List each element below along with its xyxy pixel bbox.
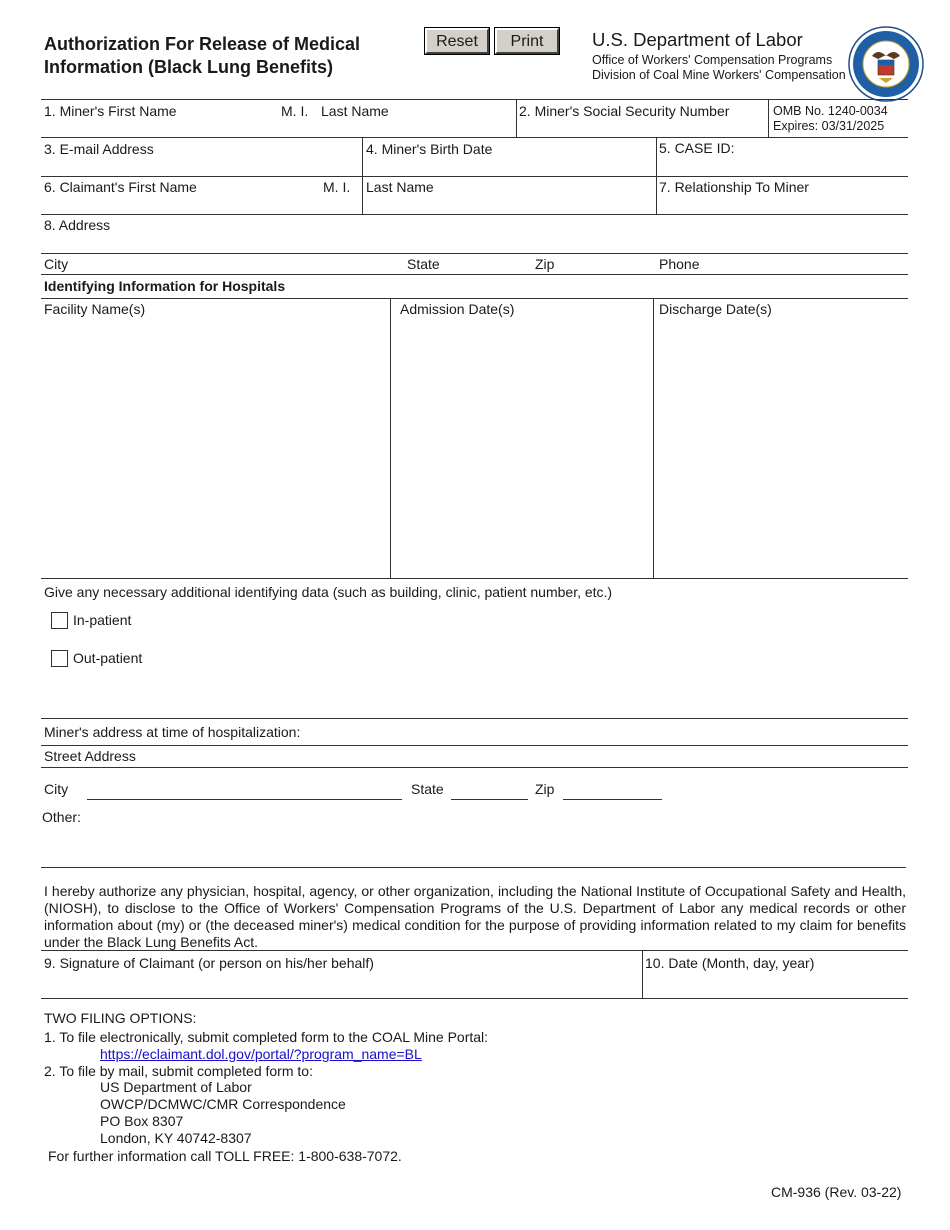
rule bbox=[41, 298, 908, 299]
toll-free-info: For further information call TOLL FREE: 1-800-638-7072. bbox=[48, 1148, 402, 1164]
relationship-label: 7. Relationship To Miner bbox=[659, 179, 809, 195]
mail-address-line2: OWCP/DCMWC/CMR Correspondence bbox=[100, 1096, 346, 1112]
hosp-state-line[interactable] bbox=[451, 799, 528, 800]
other-label: Other: bbox=[42, 809, 81, 825]
hosp-address-title: Miner's address at time of hospitalization: bbox=[44, 724, 301, 740]
rule bbox=[768, 99, 769, 138]
case-id-label: 5. CASE ID: bbox=[659, 140, 735, 156]
rule bbox=[390, 298, 391, 578]
rule bbox=[41, 99, 908, 100]
filing-title: TWO FILING OPTIONS: bbox=[44, 1010, 197, 1026]
print-button[interactable]: Print bbox=[495, 28, 559, 54]
signature-label: 9. Signature of Claimant (or person on his/her behalf) bbox=[44, 955, 374, 971]
email-label: 3. E-mail Address bbox=[44, 141, 154, 157]
hosp-zip-label: Zip bbox=[535, 781, 555, 797]
address-label: 8. Address bbox=[44, 217, 111, 233]
miner-last-name-label: Last Name bbox=[321, 103, 389, 119]
division-name: Division of Coal Mine Workers' Compensation bbox=[592, 68, 846, 82]
hosp-zip-line[interactable] bbox=[563, 799, 662, 800]
form-number: CM-936 (Rev. 03-22) bbox=[771, 1184, 902, 1200]
omb-number: OMB No. 1240-0034 bbox=[773, 104, 888, 118]
hosp-state-label: State bbox=[411, 781, 444, 797]
portal-link[interactable]: https://eclaimant.dol.gov/portal/?program_name=BL bbox=[100, 1046, 422, 1062]
form-title bbox=[44, 33, 360, 79]
rule bbox=[41, 214, 908, 215]
mail-address-line4: London, KY 40742-8307 bbox=[100, 1130, 252, 1146]
department-name: U.S. Department of Labor bbox=[592, 29, 803, 50]
rule bbox=[41, 867, 906, 868]
hosp-city-label: City bbox=[44, 781, 69, 797]
discharge-dates-label: Discharge Date(s) bbox=[659, 301, 772, 317]
inpatient-label: In-patient bbox=[73, 612, 132, 628]
rule bbox=[41, 176, 908, 177]
miner-first-name-label: 1. Miner's First Name bbox=[44, 103, 177, 119]
mail-address-line1: US Department of Labor bbox=[100, 1079, 252, 1095]
hospitals-section-title: Identifying Information for Hospitals bbox=[44, 278, 286, 294]
mail-address-line3: PO Box 8307 bbox=[100, 1113, 184, 1129]
miner-ssn-label: 2. Miner's Social Security Number bbox=[519, 103, 730, 119]
filing-option-1: 1. To file electronically, submit completed form to the COAL Mine Portal: bbox=[44, 1029, 489, 1045]
rule bbox=[41, 745, 908, 746]
rule bbox=[516, 99, 517, 138]
claimant-first-name-label: 6. Claimant's First Name bbox=[44, 179, 197, 195]
additional-data-label: Give any necessary additional identifying data (such as building, clinic, patient number, etc.) bbox=[44, 584, 613, 600]
hosp-city-line[interactable] bbox=[87, 799, 402, 800]
filing-option-2: 2. To file by mail, submit completed form to: bbox=[44, 1063, 313, 1079]
rule bbox=[41, 998, 908, 999]
outpatient-label: Out-patient bbox=[73, 650, 143, 666]
claimant-mi-label: M. I. bbox=[323, 179, 351, 195]
claimant-last-name-label: Last Name bbox=[366, 179, 434, 195]
zip-label: Zip bbox=[535, 256, 555, 272]
dol-seal-icon bbox=[848, 26, 924, 102]
rule bbox=[41, 137, 908, 138]
city-label: City bbox=[44, 256, 69, 272]
omb-expiration: Expires: 03/31/2025 bbox=[773, 119, 885, 133]
phone-label: Phone bbox=[659, 256, 700, 272]
authorization-text: I hereby authorize any physician, hospital, agency, or other organization, including the National Institute of Occupational Safety and Health, (NIOSH), to disclose to the Office of Workers' Compensation Programs of the U.S. Department of Labor any medical records or other information about (my) or (the deceased miner's) medical condition for the purpose of providing information related to my claim for benefits under the Black Lung Benefits Act. bbox=[44, 883, 906, 950]
facility-names-label: Facility Name(s) bbox=[44, 301, 146, 317]
state-label: State bbox=[407, 256, 440, 272]
date-label: 10. Date (Month, day, year) bbox=[645, 955, 815, 971]
miner-mi-label: M. I. bbox=[281, 103, 309, 119]
form-title-line1: Authorization For Release of Medical bbox=[44, 34, 361, 54]
reset-button[interactable]: Reset bbox=[425, 28, 489, 54]
form-title-line2: Information (Black Lung Benefits) bbox=[44, 57, 334, 77]
rule bbox=[41, 718, 908, 719]
rule bbox=[41, 578, 908, 579]
birth-date-label: 4. Miner's Birth Date bbox=[366, 141, 493, 157]
inpatient-checkbox[interactable] bbox=[51, 612, 68, 629]
rule bbox=[41, 274, 908, 275]
office-name: Office of Workers' Compensation Programs bbox=[592, 53, 833, 67]
rule bbox=[41, 950, 908, 951]
rule bbox=[41, 767, 908, 768]
street-address-label: Street Address bbox=[44, 748, 136, 764]
rule bbox=[653, 298, 654, 578]
admission-dates-label: Admission Date(s) bbox=[400, 301, 515, 317]
rule bbox=[41, 253, 908, 254]
rule bbox=[642, 950, 643, 998]
outpatient-checkbox[interactable] bbox=[51, 650, 68, 667]
